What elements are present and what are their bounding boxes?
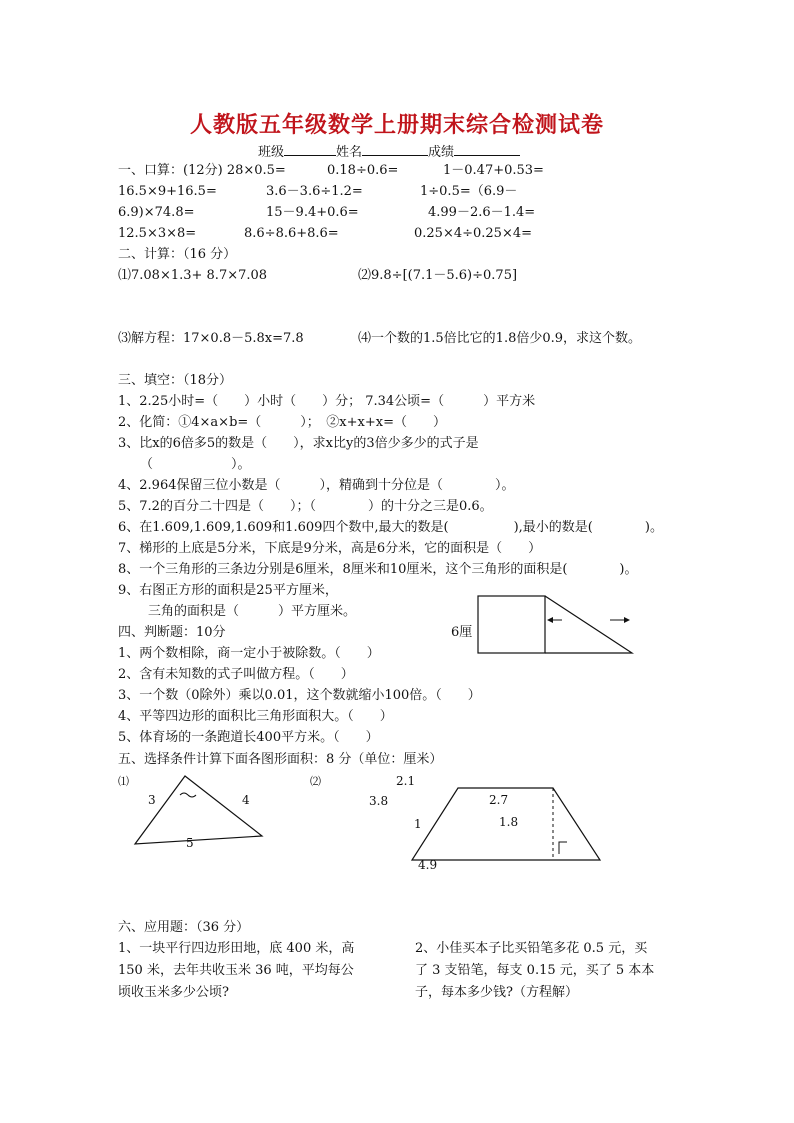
tri-left-label: 3 (148, 793, 156, 807)
s6-q1-line1: 1、一块平行四边形田地，底 400 米，高 (118, 941, 355, 956)
s6-q1-line3: 顷收玉米多少公顷? (118, 985, 229, 1000)
page-title: 人教版五年级数学上册期末综合检测试卷 (189, 113, 604, 138)
fig1-number: ⑴ (118, 775, 129, 788)
score-blank[interactable] (454, 143, 520, 156)
s2-heading: 二、计算：（16 分） (118, 247, 237, 262)
s6-q2-line1: 2、小佳买本子比买铅笔多花 0.5 元，买 (415, 941, 648, 956)
left-arrow-head (547, 617, 553, 623)
name-blank[interactable] (362, 143, 428, 156)
trap-top-label: 2.7 (489, 793, 509, 807)
s2-q3: ⑶解方程：17×0.8－5.8x=7.8 (118, 331, 304, 346)
triangle-outline (135, 776, 262, 844)
s3-q7: 7、梯形的上底是5分米，下底是9分米，高是6分米，它的面积是（ ） (118, 541, 542, 556)
score-label: 成绩 (428, 145, 455, 160)
s6-q1-line2: 150 米，去年共收玉米 36 吨，平均每公 (118, 963, 354, 978)
s6-q2-line3: 子，每本多少钱?（方程解） (415, 985, 578, 1000)
s3-q4: 4、2.964保留三位小数是（ ），精确到十分位是（ ）。 (118, 478, 515, 493)
s6-q2-line2: 了 3 支铅笔，每支 0.15 元，买了 5 本本 (415, 963, 655, 978)
triangle-figure (130, 772, 270, 852)
s1-r2a: 16.5×9+16.5= (118, 184, 217, 199)
s1-heading: 一、口算：(12分) 28×0.5= (118, 163, 286, 178)
tri-right-label: 4 (242, 793, 250, 807)
s1-r2c: 1÷0.5=（6.9－ (420, 184, 518, 199)
class-label: 班级 (258, 145, 285, 160)
s1-r1c: 1－0.47+0.53= (443, 163, 544, 178)
s1-r4b: 8.6÷8.6+8.6= (244, 226, 339, 241)
s3-q5: 5、7.2的百分二十四是（ ）；（ ）的十分之三是0.6。 (118, 499, 493, 514)
s1-r3c: 4.99－2.6－1.4= (428, 205, 536, 220)
s1-r2b: 3.6－3.6÷1.2= (266, 184, 363, 199)
s4-q1: 1、两个数相除，商一定小于被除数。（ ） (118, 646, 380, 661)
s4-q4: 4、平等四边形的面积比三角形面积大。（ ） (118, 709, 393, 724)
s1-r4a: 12.5×3×8= (118, 226, 197, 241)
trap-left-out-label: 3.8 (369, 794, 389, 808)
square-shape (478, 596, 545, 653)
s4-q5: 5、体育场的一条跑道长400平方米。（ ） (118, 730, 379, 745)
s3-q2: 2、化简：①4×a×b=（ ）； ②x+x+x=（ ） (118, 415, 446, 430)
trapezoid-figure (360, 772, 610, 872)
trap-top-out-label: 2.1 (396, 774, 416, 788)
s3-q6: 6、在1.609,1.609,1.609和1.609四个数中,最大的数是( ),最小的数是( )。 (118, 520, 663, 535)
s3-q1: 1、2.25小时=（ ）小时（ ）分； 7.34公顷=（ ）平方米 (118, 394, 536, 409)
trap-height-label: 1.8 (499, 815, 519, 829)
height-right-angle (559, 842, 567, 854)
s3-q9b: 三角的面积是（ ）平方厘米。 (148, 604, 357, 619)
s2-q2: ⑵9.8÷[(7.1－5.6)÷0.75] (358, 268, 518, 283)
s2-q4: ⑷一个数的1.5倍比它的1.8倍少0.9，求这个数。 (358, 331, 642, 346)
name-label: 姓名 (336, 145, 363, 160)
s4-q2: 2、含有未知数的式子叫做方程。（ ） (118, 667, 354, 682)
student-info (258, 143, 520, 161)
s2-q1: ⑴7.08×1.3+ 8.7×7.08 (118, 268, 268, 283)
s3-q8: 8、一个三角形的三条边分别是6厘米，8厘米和10厘米，这个三角形的面积是( )。 (118, 562, 638, 577)
s4-heading: 四、判断题：10分 (118, 625, 226, 640)
s5-heading: 五、选择条件计算下面各图形面积：8 分（单位：厘米） (118, 752, 443, 767)
s1-r3b: 15－9.4+0.6= (266, 205, 359, 220)
s1-r4c: 0.25×4÷0.25×4= (414, 226, 533, 241)
class-blank[interactable] (284, 143, 336, 156)
right-angle-mark (180, 793, 196, 797)
s3-q9: 9、右图正方形的面积是25平方厘米， (118, 583, 338, 598)
s3-heading: 三、填空：（18分） (118, 373, 233, 388)
s3-q3b: （ ）。 (140, 457, 251, 472)
s1-r3a: 6.9)×74.8= (118, 205, 195, 220)
s1-r1b: 0.18÷0.6= (327, 163, 399, 178)
fig-side-label: 6厘 (451, 625, 473, 640)
fig2-number: ⑵ (310, 775, 321, 788)
trap-base-label: 4.9 (418, 858, 438, 872)
square-triangle-figure (470, 590, 640, 660)
tri-base-label: 5 (186, 836, 194, 850)
trap-side-label: 1 (414, 817, 422, 831)
s4-q3: 3、一个数（0除外）乘以0.01，这个数就缩小100倍。（ ） (118, 688, 481, 703)
triangle-shape (545, 596, 632, 653)
s6-heading: 六、应用题：（36 分） (118, 920, 250, 935)
right-arrow-head (624, 617, 630, 623)
s3-q3: 3、比x的6倍多5的数是（ ），求x比y的3倍少多少的式子是 (118, 436, 479, 451)
